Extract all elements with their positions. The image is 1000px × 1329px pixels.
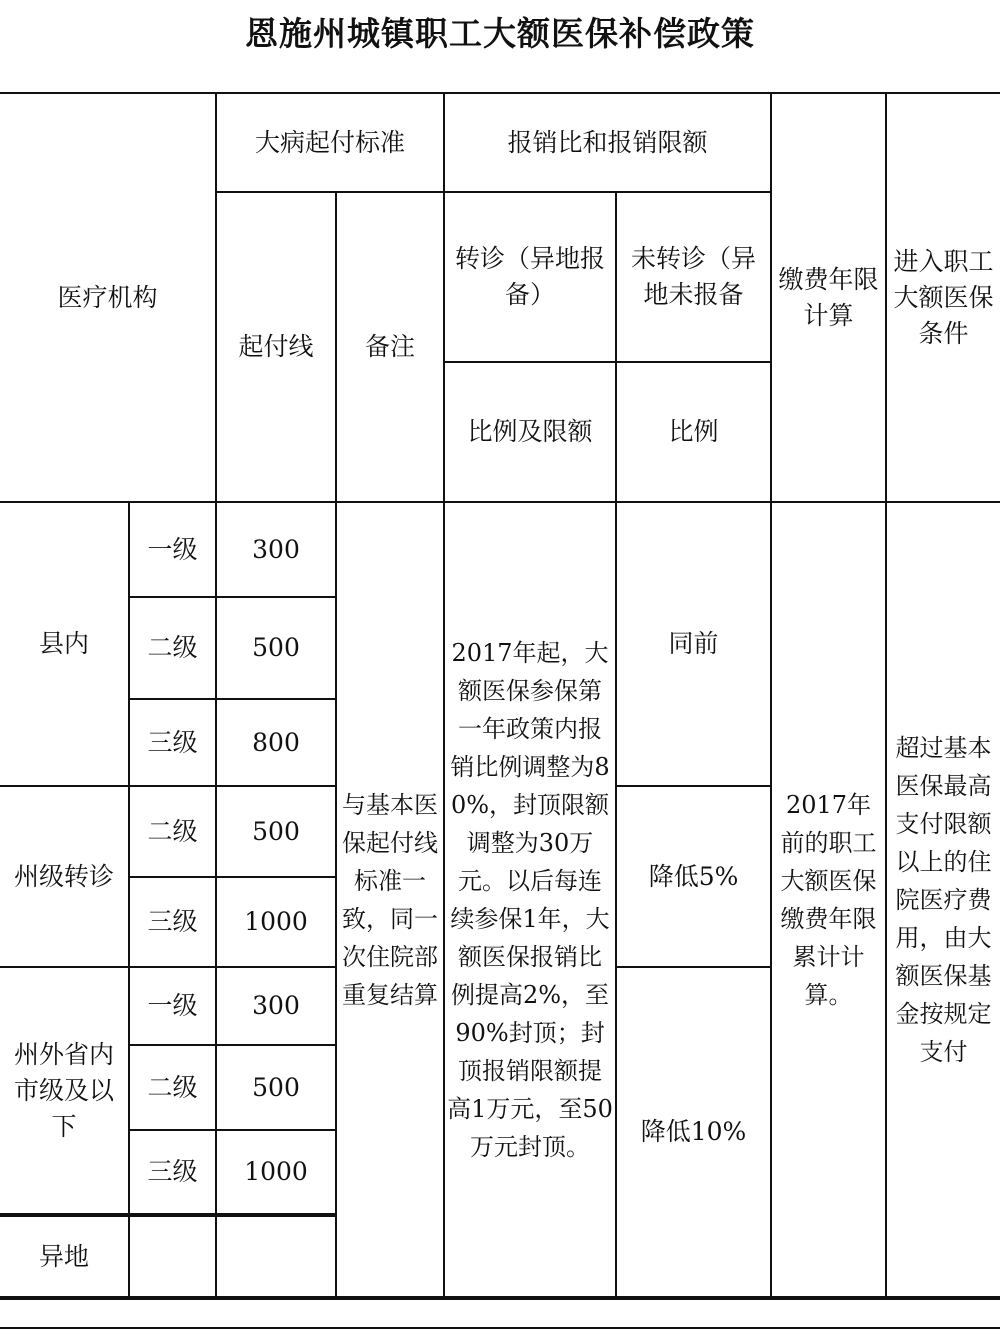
group-ratio: 降低10% <box>616 967 771 1298</box>
page-title: 恩施州城镇职工大额医保补偿政策 <box>245 14 755 53</box>
level: 一级 <box>129 967 216 1045</box>
header-referral: 转诊（异地报备） <box>444 192 616 362</box>
level <box>129 1215 216 1298</box>
level: 一级 <box>129 502 216 597</box>
policy-table <box>0 92 1000 1329</box>
level: 二级 <box>129 1045 216 1130</box>
deductible-line: 300 <box>216 502 336 597</box>
header-ratio-and-limit: 比例及限额 <box>444 362 616 502</box>
payment-years-text: 2017年前的职工大额医保缴费年限累计计算。 <box>771 502 886 1298</box>
level: 三级 <box>129 699 216 786</box>
deductible-line: 500 <box>216 597 336 699</box>
deductible-line: 300 <box>216 967 336 1045</box>
header-institution: 医疗机构 <box>0 93 216 502</box>
deductible-line: 1000 <box>216 1130 336 1215</box>
group-name: 州外省内市级及以下 <box>0 967 129 1215</box>
header-non-referral: 未转诊（异地未报备 <box>616 192 771 362</box>
header-deductible-standard: 大病起付标准 <box>216 93 444 192</box>
deductible-line <box>216 1215 336 1298</box>
header-entry-condition: 进入职工大额医保条件 <box>886 93 1000 502</box>
header-reimbursement: 报销比和报销限额 <box>444 93 771 192</box>
header-deductible-line: 起付线 <box>216 192 336 502</box>
header-payment-years: 缴费年限计算 <box>771 93 886 502</box>
referral-text: 2017年起，大额医保参保第一年政策内报销比例调整为80%，封顶限额调整为30万元。以后每连续参保1年，大额医保报销比例提高2%，至90%封顶；封顶报销限额提高1万元，至50万元封顶。 <box>444 502 616 1298</box>
header-ratio: 比例 <box>616 362 771 502</box>
level: 二级 <box>129 786 216 877</box>
group-name: 异地 <box>0 1215 129 1298</box>
group-ratio: 降低5% <box>616 786 771 967</box>
deductible-line: 1000 <box>216 877 336 967</box>
level: 二级 <box>129 597 216 699</box>
remarks-text: 与基本医保起付线标准一致，同一次住院部重复结算 <box>336 502 444 1298</box>
group-name: 州级转诊 <box>0 786 129 967</box>
footer-row <box>0 1298 1000 1328</box>
header-remarks: 备注 <box>336 192 444 502</box>
group-name: 县内 <box>0 502 129 786</box>
level: 三级 <box>129 1130 216 1215</box>
level: 三级 <box>129 877 216 967</box>
entry-condition-text: 超过基本医保最高支付限额以上的住院医疗费用，由大额医保基金按规定支付 <box>886 502 1000 1298</box>
deductible-line: 500 <box>216 1045 336 1130</box>
deductible-line: 800 <box>216 699 336 786</box>
deductible-line: 500 <box>216 786 336 877</box>
group-ratio: 同前 <box>616 502 771 786</box>
